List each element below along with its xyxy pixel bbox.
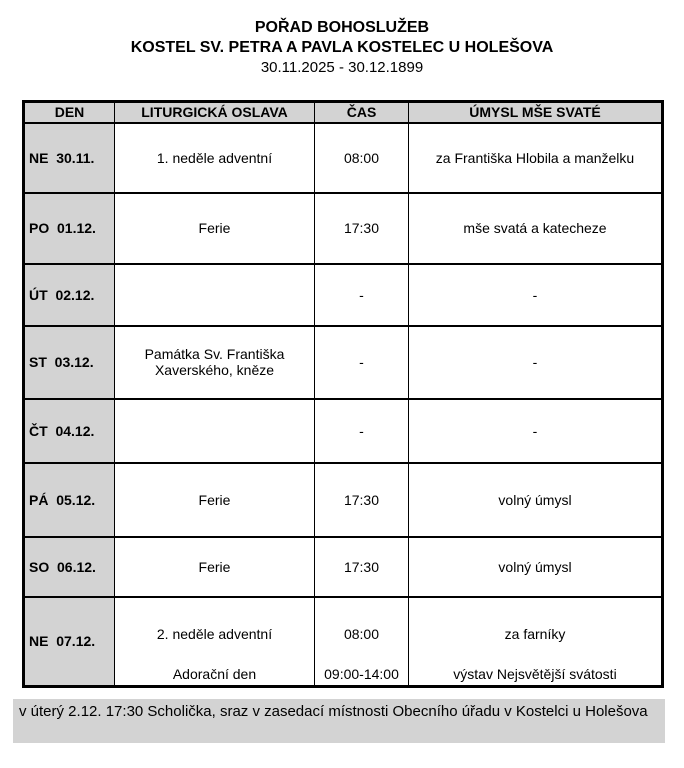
intention-line-2: výstav Nejsvětější svátosti (453, 666, 617, 682)
time-cell: 17:30 (315, 537, 409, 597)
celebration-cell: 1. neděle adventní (115, 123, 315, 193)
table-row (24, 326, 663, 399)
time-cell: - (315, 399, 409, 463)
celebration-cell: Ferie (115, 463, 315, 537)
table-row (24, 264, 663, 326)
time-line-2: 09:00-14:00 (324, 666, 399, 682)
celebration-cell (115, 597, 315, 687)
intention-cell: - (409, 399, 663, 463)
church-subtitle: KOSTEL SV. PETRA A PAVLA KOSTELEC U HOLEŠOVA (130, 39, 554, 56)
footer-note: v úterý 2.12. 17:30 Scholička, sraz v zasedací místnosti Obecního úřadu v Kostelci u Holešova (13, 699, 665, 743)
day-cell: ST 03.12. (24, 326, 115, 399)
time-cell: 08:00 (315, 123, 409, 193)
celebration-cell (115, 399, 315, 463)
table-row (24, 463, 663, 537)
table-row (24, 399, 663, 463)
title-block (0, 0, 684, 78)
celebration-line-2: Adorační den (172, 666, 257, 682)
table-row (24, 123, 663, 193)
column-header-den: DEN (24, 102, 115, 123)
celebration-cell: Památka Sv. Františka Xaverského, kněze (115, 326, 315, 399)
day-cell: PÁ 05.12. (24, 463, 115, 537)
day-cell: ÚT 02.12. (24, 264, 115, 326)
day-cell: NE 07.12. (24, 597, 115, 687)
intention-cell: volný úmysl (409, 537, 663, 597)
time-cell (315, 597, 409, 687)
intention-cell: za Františka Hlobila a manželku (409, 123, 663, 193)
time-cell: 17:30 (315, 193, 409, 264)
day-cell: PO 01.12. (24, 193, 115, 264)
service-schedule-table (22, 100, 664, 688)
table-header-row (24, 102, 663, 123)
table-row (24, 193, 663, 264)
table-row (24, 597, 663, 687)
intention-cell: - (409, 326, 663, 399)
column-header-umysl: ÚMYSL MŠE SVATÉ (409, 102, 663, 123)
column-header-cas: ČAS (315, 102, 409, 123)
day-cell: SO 06.12. (24, 537, 115, 597)
celebration-line-1: 2. neděle adventní (156, 626, 273, 642)
time-line-1: 08:00 (343, 626, 380, 642)
time-cell: - (315, 326, 409, 399)
page-title: POŘAD BOHOSLUŽEB (254, 19, 430, 36)
celebration-cell: Ferie (115, 193, 315, 264)
intention-cell: mše svatá a katecheze (409, 193, 663, 264)
time-cell: 17:30 (315, 463, 409, 537)
day-cell: ČT 04.12. (24, 399, 115, 463)
celebration-cell (115, 264, 315, 326)
intention-cell: volný úmysl (409, 463, 663, 537)
column-header-oslava: LITURGICKÁ OSLAVA (115, 102, 315, 123)
time-cell: - (315, 264, 409, 326)
day-cell: NE 30.11. (24, 123, 115, 193)
intention-cell: - (409, 264, 663, 326)
date-range: 30.11.2025 - 30.12.1899 (260, 59, 424, 76)
celebration-cell: Ferie (115, 537, 315, 597)
intention-cell (409, 597, 663, 687)
intention-line-1: za farníky (504, 626, 566, 642)
table-row (24, 537, 663, 597)
